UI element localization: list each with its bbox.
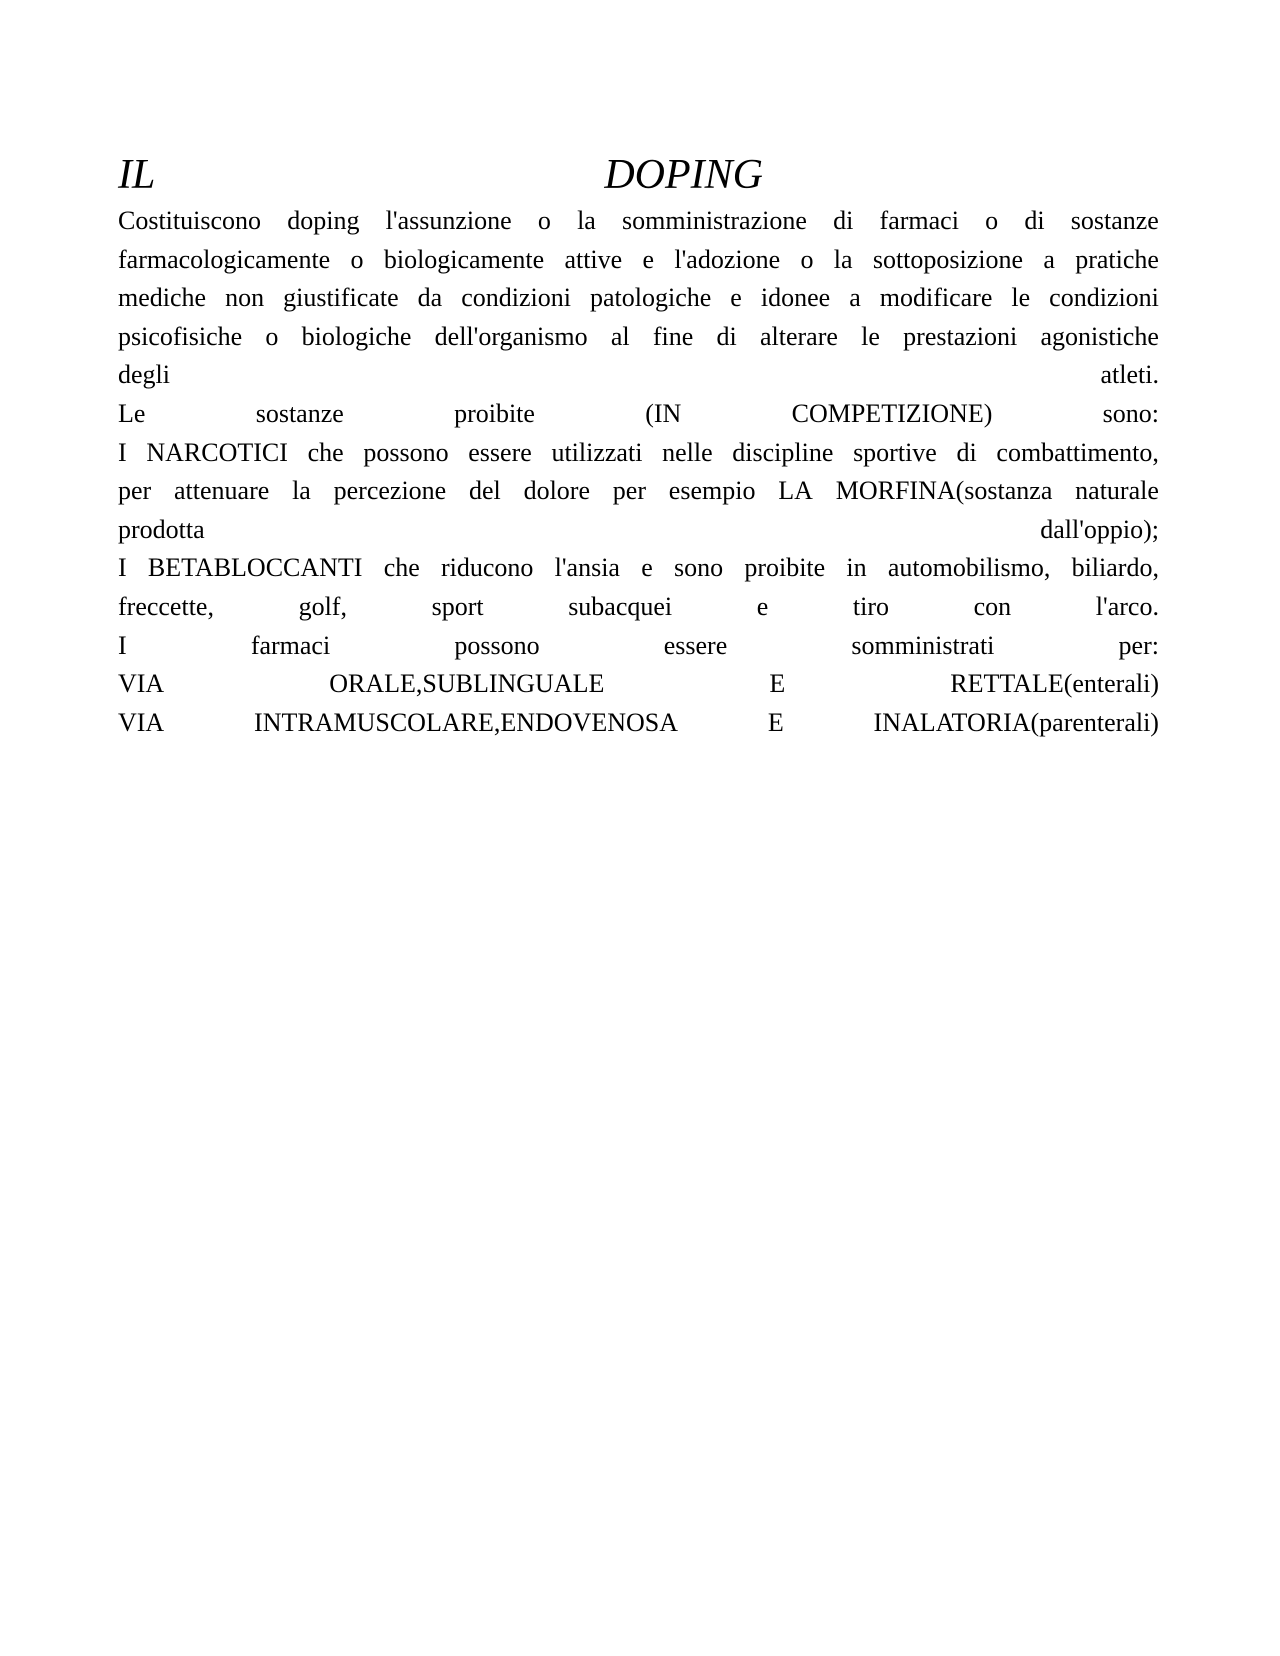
text-line — [118, 704, 1159, 743]
word: al — [610, 321, 630, 351]
word: farmaci — [879, 206, 959, 235]
word: BETABLOCCANTI — [147, 553, 363, 583]
text-line — [118, 395, 1159, 434]
document-title — [118, 148, 763, 202]
text-line — [118, 279, 1159, 318]
word: INALATORIA(parenterali) — [873, 707, 1159, 737]
word: somministrazione — [622, 206, 807, 235]
word: VIA — [118, 707, 165, 737]
word: o — [800, 244, 814, 274]
word: per: — [1118, 630, 1159, 660]
text-line — [118, 472, 1159, 511]
word: patologiche — [589, 283, 712, 313]
word: l'arco. — [1095, 591, 1159, 621]
word: le — [861, 321, 880, 351]
word: INTRAMUSCOLARE,ENDOVENOSA — [254, 707, 678, 737]
word: agonistiche — [1040, 321, 1159, 351]
word: attive — [564, 244, 623, 274]
word: (IN — [645, 398, 682, 428]
word: che — [383, 553, 420, 583]
word: Le — [118, 398, 146, 428]
text-line — [118, 241, 1159, 280]
word: e — [642, 244, 655, 274]
word: combattimento, — [996, 437, 1159, 467]
word: sport — [431, 591, 484, 621]
word: utilizzati — [551, 437, 643, 467]
word: da — [417, 283, 443, 313]
word: la — [833, 244, 853, 274]
word: sono: — [1102, 398, 1159, 428]
word: proibite — [454, 398, 535, 428]
word: sono — [673, 553, 724, 583]
text-line — [118, 202, 1159, 241]
document-body — [118, 202, 1159, 742]
word: degli — [118, 360, 170, 390]
text-line — [118, 511, 1159, 550]
word: atleti. — [1100, 360, 1159, 390]
word: essere — [468, 437, 532, 467]
word: non — [225, 283, 265, 313]
word: e — [641, 553, 653, 583]
word: automobilismo, — [887, 553, 1051, 583]
word: con — [973, 591, 1012, 621]
word: a — [1043, 244, 1055, 274]
word: golf, — [298, 591, 347, 621]
word: idonee — [760, 283, 831, 313]
text-line — [118, 588, 1159, 627]
word: o — [985, 206, 999, 235]
word: dell'organismo — [434, 321, 588, 351]
word: a — [849, 283, 861, 313]
text-line — [118, 665, 1159, 704]
word: per — [612, 476, 646, 506]
word: di — [716, 321, 737, 351]
word: di — [833, 206, 854, 235]
word: prodotta — [118, 514, 205, 544]
word: di — [956, 437, 977, 467]
word: MORFINA(sostanza — [835, 476, 1053, 506]
word: esempio — [668, 476, 756, 506]
word: sostanze — [255, 398, 344, 428]
word: COMPETIZIONE) — [791, 398, 993, 428]
word: proibite — [744, 553, 826, 583]
word: o — [350, 244, 364, 274]
word: in — [846, 553, 867, 583]
text-line — [118, 549, 1159, 588]
word: E — [767, 707, 784, 737]
word: I — [118, 437, 127, 467]
text-line — [118, 627, 1159, 666]
word: somministrati — [851, 630, 995, 660]
word: sottoposizione — [872, 244, 1024, 274]
word: subacquei — [568, 591, 673, 621]
text-line — [118, 356, 1159, 395]
word: freccette, — [118, 591, 214, 621]
word: del — [469, 476, 501, 506]
word: nelle — [662, 437, 713, 467]
word: mediche — [118, 283, 207, 313]
word: biologicamente — [383, 244, 545, 274]
title-word-2: DOPING — [604, 152, 763, 198]
word: farmacologicamente — [118, 244, 331, 274]
word: discipline — [732, 437, 834, 467]
word: l'ansia — [554, 553, 620, 583]
word: sportive — [853, 437, 937, 467]
word: l'assunzione — [385, 206, 512, 235]
word: le — [1011, 283, 1031, 313]
word: biliardo, — [1071, 553, 1159, 583]
word: la — [577, 206, 596, 235]
word: doping — [287, 206, 360, 235]
word: NARCOTICI — [146, 437, 288, 467]
word: VIA — [118, 669, 165, 699]
word: la — [292, 476, 311, 506]
word: e — [730, 283, 742, 313]
word: E — [769, 669, 786, 699]
word: possono — [363, 437, 449, 467]
word: condizioni — [1049, 283, 1159, 313]
document-page — [118, 148, 1159, 742]
word: per — [118, 476, 152, 506]
word: di — [1024, 206, 1045, 235]
word: che — [307, 437, 344, 467]
word: naturale — [1075, 476, 1159, 506]
word: I — [118, 630, 127, 660]
word: biologiche — [301, 321, 412, 351]
word: dall'oppio); — [1040, 514, 1159, 544]
word: essere — [663, 630, 728, 660]
word: giustificate — [283, 283, 399, 313]
word: dolore — [523, 476, 590, 506]
word: alterare — [759, 321, 838, 351]
word: LA — [778, 476, 813, 506]
word: psicofisiche — [118, 321, 243, 351]
word: prestazioni — [903, 321, 1018, 351]
word: fine — [652, 321, 694, 351]
title-word-1: IL — [118, 152, 156, 198]
word: sostanze — [1070, 206, 1159, 235]
word: percezione — [333, 476, 447, 506]
word: I — [118, 553, 127, 583]
word: o — [265, 321, 279, 351]
word: condizioni — [461, 283, 571, 313]
word: e — [756, 591, 769, 621]
text-line — [118, 318, 1159, 357]
word: tiro — [852, 591, 890, 621]
word: attenuare — [174, 476, 270, 506]
word: modificare — [879, 283, 993, 313]
word: possono — [454, 630, 540, 660]
word: o — [537, 206, 551, 235]
word: ORALE,SUBLINGUALE — [329, 669, 605, 699]
word: farmaci — [250, 630, 331, 660]
word: RETTALE(enterali) — [950, 669, 1159, 699]
text-line — [118, 434, 1159, 473]
word: Costituiscono — [118, 206, 262, 235]
word: riducono — [441, 553, 534, 583]
word: pratiche — [1075, 244, 1159, 274]
word: l'adozione — [674, 244, 781, 274]
